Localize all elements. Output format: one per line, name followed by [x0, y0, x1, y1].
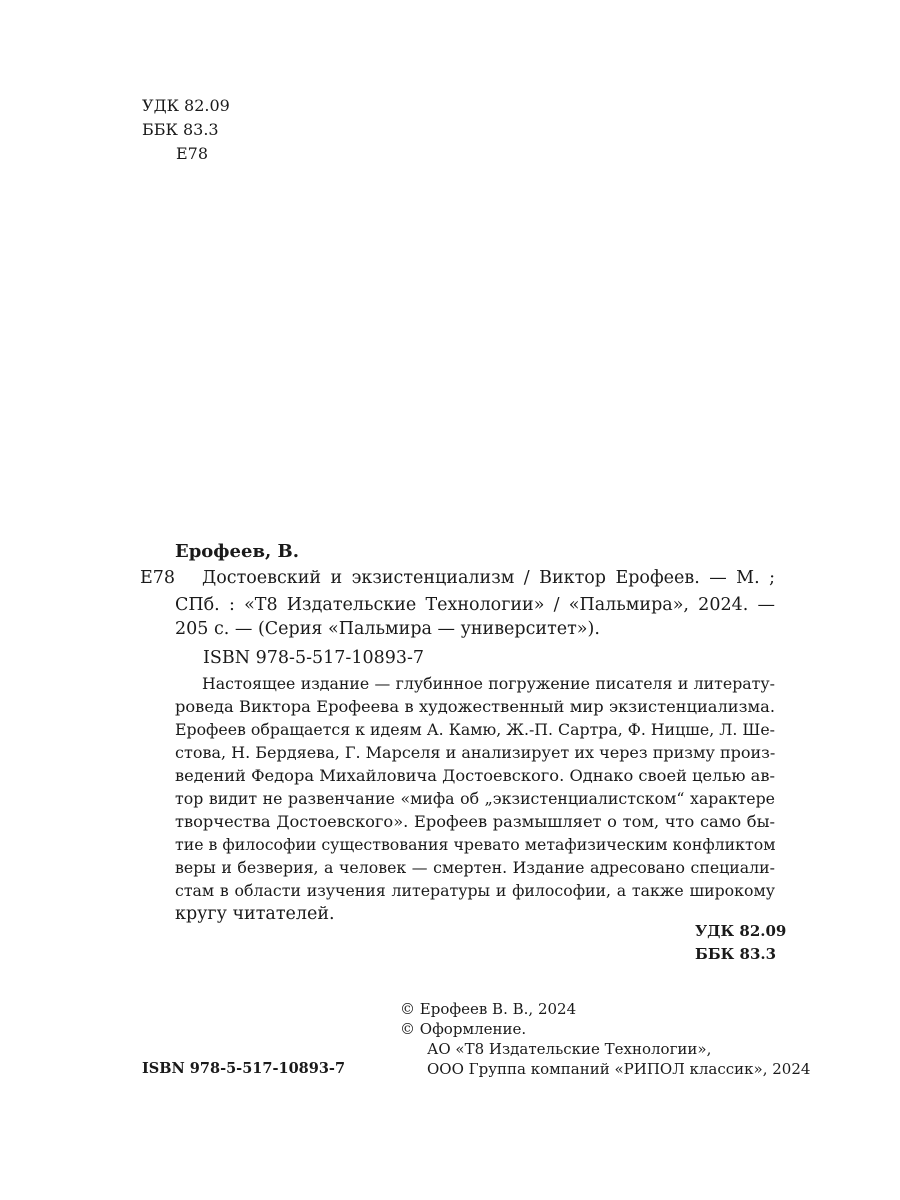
- bib-line: Достоевский и экзистенциализм / Виктор Ерофеев. — М. ;: [202, 568, 775, 588]
- udk-code-top: УДК 82.09: [142, 96, 230, 115]
- bbk-code-top: ББК 83.3: [142, 120, 219, 139]
- annotation-line: стам в области изучения литературы и философии, а также широкому: [175, 881, 775, 900]
- bib-line: 205 с. — (Серия «Пальмира — университет»).: [175, 619, 600, 639]
- annotation-line: роведа Виктора Ерофеева в художественный мир экзистенциализма.: [175, 697, 775, 716]
- annotation-line: творчества Достоевского». Ерофеев размышляет о том, что само бы-: [175, 812, 775, 831]
- annotation-line: тие в философии существования чревато метафизическим конфликтом: [175, 835, 776, 854]
- author-mark-top: Е78: [176, 144, 209, 163]
- annotation-line: веры и безверия, а человек — смертен. Издание адресовано специали-: [175, 858, 775, 877]
- isbn-footer: ISBN 978-5-517-10893-7: [142, 1060, 346, 1077]
- annotation-line: Ерофеев обращается к идеям А. Камю, Ж.-П. Сартра, Ф. Ницше, Л. Ше-: [175, 720, 775, 739]
- annotation-line: кругу читателей.: [175, 904, 335, 924]
- copyright-design: © Оформление.: [400, 1020, 527, 1038]
- catalog-author-mark: Е78: [140, 568, 176, 588]
- bbk-code-card: ББК 83.3: [695, 945, 777, 963]
- catalog-author-heading: Ерофеев, В.: [175, 541, 299, 562]
- bib-line: СПб. : «Т8 Издательские Технологии» / «Пальмира», 2024. —: [175, 595, 775, 615]
- annotation-line: ведений Федора Михайловича Достоевского. Однако своей целью ав-: [175, 766, 775, 785]
- annotation-line: тор видит не развенчание «мифа об „экзистенциалистском“ характере: [175, 789, 775, 808]
- copyright-publisher: АО «Т8 Издательские Технологии»,: [427, 1040, 712, 1058]
- udk-code-card: УДК 82.09: [695, 922, 787, 940]
- catalog-isbn: ISBN 978-5-517-10893-7: [203, 648, 425, 668]
- copyright-group: ООО Группа компаний «РИПОЛ классик», 2024: [427, 1060, 811, 1078]
- annotation-line: стова, Н. Бердяева, Г. Марселя и анализирует их через призму произ-: [175, 743, 776, 762]
- annotation-line: Настоящее издание — глубинное погружение писателя и литерату-: [202, 674, 775, 693]
- copyright-author: © Ерофеев В. В., 2024: [400, 1000, 577, 1018]
